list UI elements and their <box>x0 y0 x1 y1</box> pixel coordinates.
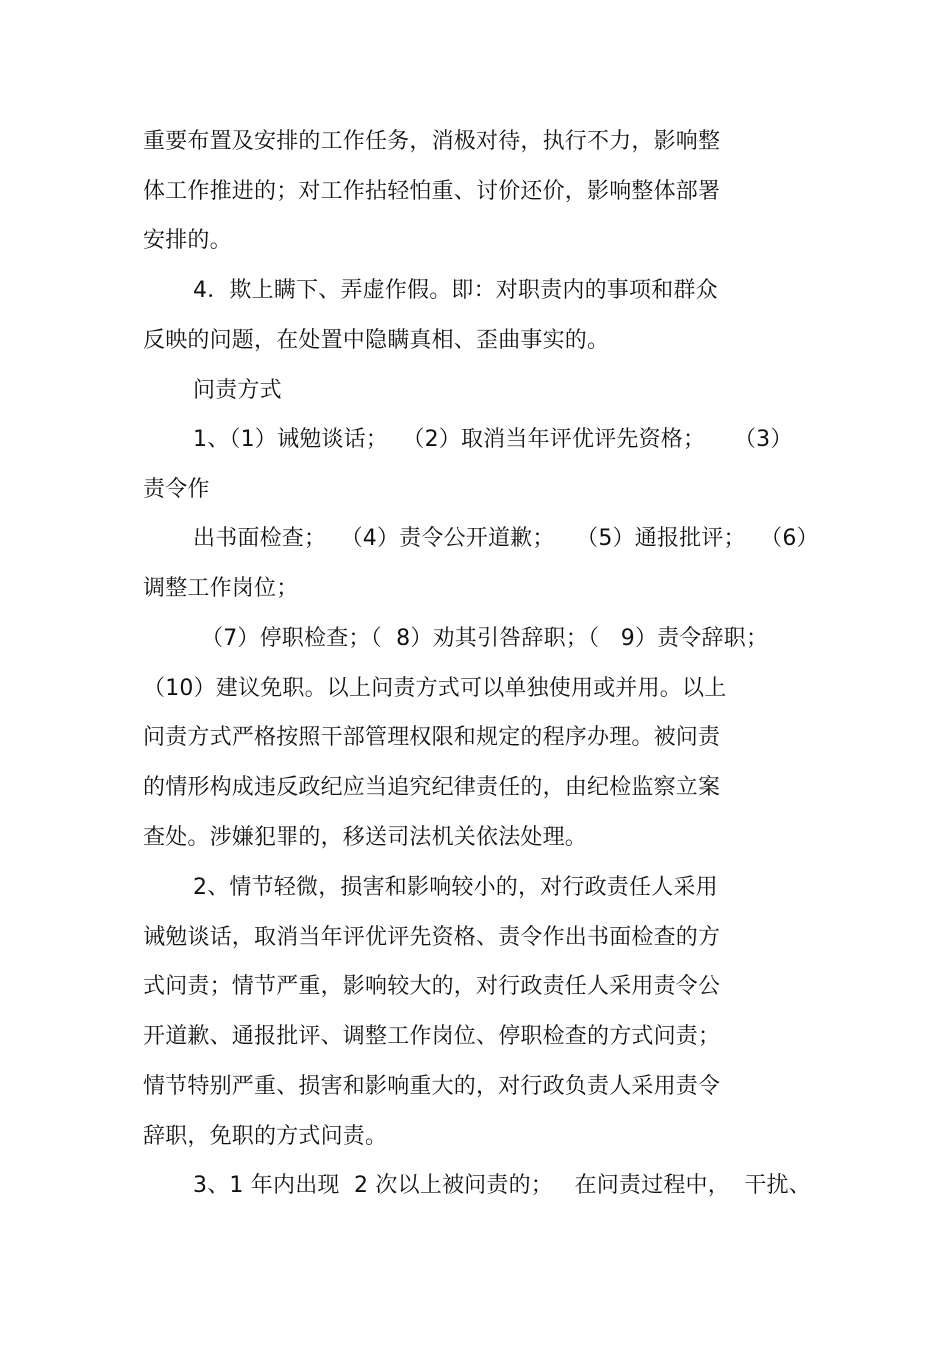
text-line-20: 情节特别严重、损害和影响重大的，对行政负责人采用责令 <box>143 1074 721 1099</box>
text-line-4: 4．欺上瞒下、弄虚作假。即：对职责内的事项和群众 <box>193 278 718 303</box>
text-line-11: （7）停职检查；（ 8）劝其引咎辞职；（ 9）责令辞职； <box>201 626 769 651</box>
text-line-12: （10）建议免职。以上问责方式可以单独使用或并用。以上 <box>143 676 727 701</box>
text-line-2: 体工作推进的；对工作拈轻怕重、讨价还价，影响整体部署 <box>143 179 721 204</box>
text-line-14: 的情形构成违反政纪应当追究纪律责任的，由纪检监察立案 <box>143 775 721 800</box>
text-line-16: 2、情节轻微，损害和影响较小的，对行政责任人采用 <box>193 875 718 900</box>
text-line-19: 开道歉、通报批评、调整工作岗位、停职检查的方式问责； <box>143 1024 721 1049</box>
text-line-21: 辞职，免职的方式问责。 <box>143 1124 388 1149</box>
text-line-9: 出书面检查； （4）责令公开道歉； （5）通报批评； （6） <box>193 526 819 551</box>
text-line-10: 调整工作岗位； <box>143 576 299 601</box>
text-line-22: 3、1 年内出现 2 次以上被问责的； 在问责过程中， 干扰、 <box>193 1173 811 1198</box>
text-line-3: 安排的。 <box>143 228 232 253</box>
text-line-7: 1、（1）诫勉谈话； （2）取消当年评优评先资格； （3） <box>193 427 793 452</box>
text-line-8: 责令作 <box>143 477 210 502</box>
section-heading: 问责方式 <box>193 378 282 403</box>
text-line-13: 问责方式严格按照干部管理权限和规定的程序办理。被问责 <box>143 725 721 750</box>
text-line-17: 诫勉谈话，取消当年评优评先资格、责令作出书面检查的方 <box>143 925 721 950</box>
text-line-18: 式问责；情节严重，影响较大的，对行政责任人采用责令公 <box>143 974 721 999</box>
text-line-5: 反映的问题，在处置中隐瞒真相、歪曲事实的。 <box>143 328 610 353</box>
text-line-1: 重要布置及安排的工作任务，消极对待，执行不力，影响整 <box>143 129 721 154</box>
text-line-15: 查处。涉嫌犯罪的，移送司法机关依法处理。 <box>143 825 588 850</box>
